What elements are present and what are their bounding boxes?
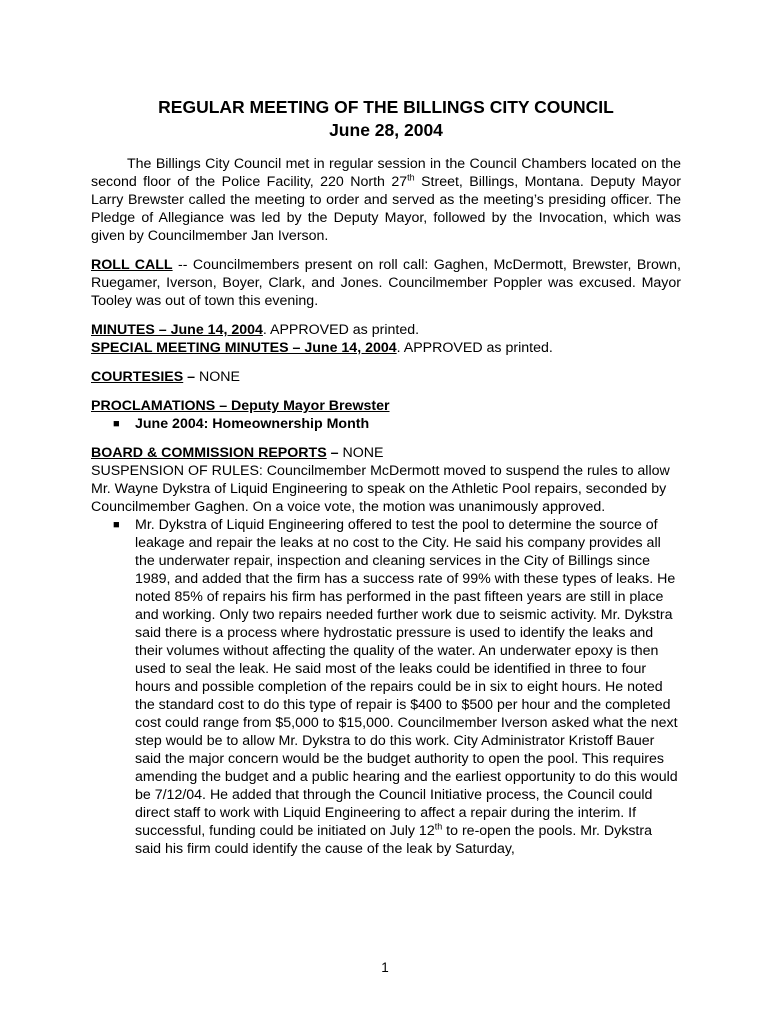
intro-paragraph: The Billings City Council met in regular session in the Council Chambers located on the second floor of the Police Facility, 220 North 27th Street, Billings, Montana. Deputy Mayor Larry Brewster called the meeting to order and served as the meeting’s presiding officer. The Pledge of Allegiance was led by the Deputy Mayor, followed by the Invocation, which was given by Councilmember Jan Iverson. — [91, 156, 681, 244]
page-number: 1 — [381, 960, 389, 975]
list-item: ■ June 2004: Homeownership Month — [113, 416, 370, 432]
roll-call-heading: ROLL CALL — [91, 257, 173, 273]
special-minutes-line: SPECIAL MEETING MINUTES – June 14, 2004. APPROVED as printed. — [91, 340, 553, 356]
minutes-heading: MINUTES – June 14, 2004 — [91, 322, 263, 338]
board-reports-line: BOARD & COMMISSION REPORTS – NONE — [91, 445, 384, 461]
courtesies-line: COURTESIES – NONE — [91, 369, 241, 385]
proclamations-heading: PROCLAMATIONS – Deputy Mayor Brewster — [91, 398, 390, 414]
special-minutes-heading: SPECIAL MEETING MINUTES – June 14, 2004 — [91, 340, 397, 356]
list-item: ■ Mr. Dykstra of Liquid Engineering offered to test the pool to determine the source of leakage and repair the leaks at no cost to the City. He said his company provides all the underwater repair, inspection and cleaning services in the City of Billings since 1989, and added that the firm has a success rate of 99% with these types of leaks. He noted 85% of repairs his firm has performed in the past fifteen years are still in place and working. Only two repairs needed further work due to seismic activity. Mr. Dykstra said there is a process where hydrostatic pressure is used to identify the leaks and their volumes without affecting the quality of the water. An underwater epoxy is then used to seal the leak. He said most of the leaks could be identified in three to four hours and possible completion of the repairs could be in six to eight hours. He noted the standard cost to do this type of repair is $400 to $500 per hour and the completed cost could range from $5,000 to $15,000. Councilmember Iverson asked what the next step would be to allow Mr. Dykstra to do this work. City Administrator Kristoff Bauer said the major concern would be the budget authority to open the pool. This requires amending the budget and a public hearing and the earliest opportunity to do this would be 7/12/04. He added that through the Council Initiative process, the Council could direct staff to work with Liquid Engineering to affect a repair during the interim. If successful, funding could be initiated on July 12th to re-open the pools. Mr. Dykstra said his firm could identify the cause of the leak by Saturday, — [113, 517, 678, 857]
bullet-icon: ■ — [113, 418, 120, 430]
proclamations-list — [91, 415, 681, 433]
document-body — [91, 96, 681, 858]
roll-call-paragraph: ROLL CALL -- Councilmembers present on roll call: Gaghen, McDermott, Brewster, Brown, Ruegamer, Iverson, Boyer, Clark, and Jones. Councilmember Poppler was excused. Mayor Tooley was out of town this evening. — [91, 257, 681, 309]
bullet-icon: ■ — [113, 519, 120, 531]
courtesies-heading: COURTESIES — [91, 369, 184, 385]
document-title: REGULAR MEETING OF THE BILLINGS CITY COUNCIL — [158, 97, 614, 117]
board-reports-heading: BOARD & COMMISSION REPORTS — [91, 445, 327, 461]
meeting-date: June 28, 2004 — [329, 120, 443, 140]
proclamations-heading-line — [91, 397, 681, 415]
suspension-paragraph: SUSPENSION OF RULES: Councilmember McDermott moved to suspend the rules to allow Mr. Wayne Dykstra of Liquid Engineering to speak on the Athletic Pool repairs, seconded by Councilmember Gaghen. On a voice vote, the motion was unanimously approved. — [91, 463, 670, 515]
minutes-line: MINUTES – June 14, 2004. APPROVED as printed. — [91, 322, 420, 338]
suspension-list — [91, 516, 681, 858]
